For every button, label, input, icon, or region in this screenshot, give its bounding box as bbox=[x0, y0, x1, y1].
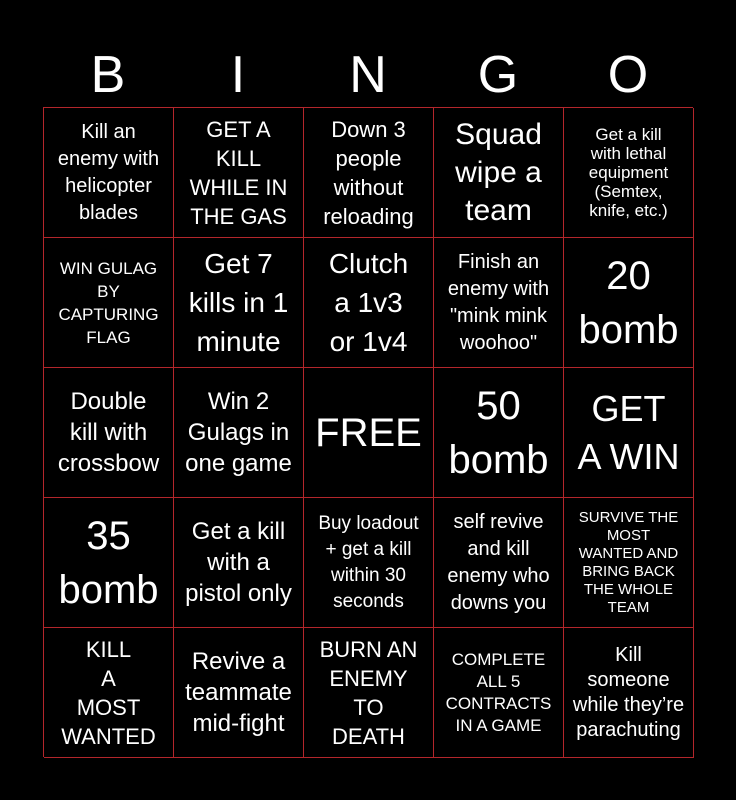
bingo-cell-r1-c5[interactable] bbox=[564, 108, 694, 238]
cell-text: 35 bomb bbox=[58, 513, 159, 612]
header-letter-n: N bbox=[349, 46, 387, 104]
cell-text: SURVIVE THE MOST WANTED AND BRING BACK THE WHOLE TEAM bbox=[578, 508, 679, 616]
cell-text: Buy loadout + get a kill within 30 seconds bbox=[318, 512, 419, 612]
bingo-cell-r2-c1[interactable] bbox=[44, 238, 174, 368]
cell-text: Get a kill with lethal equipment (Semtex, knife, etc.) bbox=[588, 125, 669, 220]
bingo-cell-r4-c1[interactable] bbox=[44, 498, 174, 628]
cell-text: Get 7 kills in 1 minute bbox=[188, 248, 289, 357]
cell-text: 50 bomb bbox=[448, 383, 549, 482]
bingo-cell-r3-c1[interactable] bbox=[44, 368, 174, 498]
bingo-cell-r3-c5[interactable] bbox=[564, 368, 694, 498]
bingo-cell-r3-c2[interactable] bbox=[174, 368, 304, 498]
header-letter-g: G bbox=[477, 46, 519, 104]
bingo-cell-r2-c4[interactable] bbox=[434, 238, 564, 368]
bingo-header bbox=[43, 44, 693, 106]
bingo-cell-r1-c1[interactable] bbox=[44, 108, 174, 238]
bingo-cell-r1-c3[interactable] bbox=[304, 108, 434, 238]
bingo-cell-r5-c1[interactable] bbox=[44, 628, 174, 758]
bingo-cell-r5-c4[interactable] bbox=[434, 628, 564, 758]
cell-text: Finish an enemy with "mink mink woohoo" bbox=[447, 250, 550, 354]
cell-text: Kill an enemy with helicopter blades bbox=[57, 120, 160, 224]
bingo-cell-r5-c3[interactable] bbox=[304, 628, 434, 758]
bingo-cell-r4-c4[interactable] bbox=[434, 498, 564, 628]
bingo-cell-r1-c4[interactable] bbox=[434, 108, 564, 238]
cell-text: Double kill with crossbow bbox=[57, 388, 160, 477]
bingo-cell-r5-c2[interactable] bbox=[174, 628, 304, 758]
bingo-cell-r1-c2[interactable] bbox=[174, 108, 304, 238]
cell-text: 20 bomb bbox=[578, 253, 679, 352]
bingo-cell-r2-c3[interactable] bbox=[304, 238, 434, 368]
cell-text: Kill someone while they’re parachuting bbox=[572, 643, 685, 741]
cell-text: GET A KILL WHILE IN THE GAS bbox=[189, 116, 288, 229]
bingo-cell-r2-c2[interactable] bbox=[174, 238, 304, 368]
cell-text: KILL A MOST WANTED bbox=[61, 636, 156, 749]
cell-text: Down 3 people without reloading bbox=[323, 116, 414, 229]
cell-text: self revive and kill enemy who downs you bbox=[447, 510, 550, 614]
bingo-cell-r4-c5[interactable] bbox=[564, 498, 694, 628]
cell-text: Win 2 Gulags in one game bbox=[185, 388, 292, 477]
bingo-cell-free[interactable] bbox=[304, 368, 434, 498]
cell-text: Squad wipe a team bbox=[455, 117, 542, 227]
header-letter-i: I bbox=[230, 46, 246, 104]
cell-text: COMPLETE ALL 5 CONTRACTS IN A GAME bbox=[445, 649, 552, 735]
bingo-cell-r4-c3[interactable] bbox=[304, 498, 434, 628]
bingo-cell-r5-c5[interactable] bbox=[564, 628, 694, 758]
header-letter-o: O bbox=[607, 46, 649, 104]
bingo-cell-r3-c4[interactable] bbox=[434, 368, 564, 498]
header-letter-b: B bbox=[90, 46, 126, 104]
cell-text: Clutch a 1v3 or 1v4 bbox=[328, 248, 409, 357]
cell-text: Get a kill with a pistol only bbox=[185, 518, 292, 607]
bingo-cell-r4-c2[interactable] bbox=[174, 498, 304, 628]
cell-text: WIN GULAG BY CAPTURING FLAG bbox=[58, 258, 159, 347]
bingo-board bbox=[43, 107, 693, 757]
cell-text: GET A WIN bbox=[577, 387, 680, 477]
cell-text: BURN AN ENEMY TO DEATH bbox=[319, 636, 418, 749]
bingo-cell-r2-c5[interactable] bbox=[564, 238, 694, 368]
cell-text: FREE bbox=[315, 410, 422, 455]
cell-text: Revive a teammate mid-fight bbox=[185, 648, 292, 737]
